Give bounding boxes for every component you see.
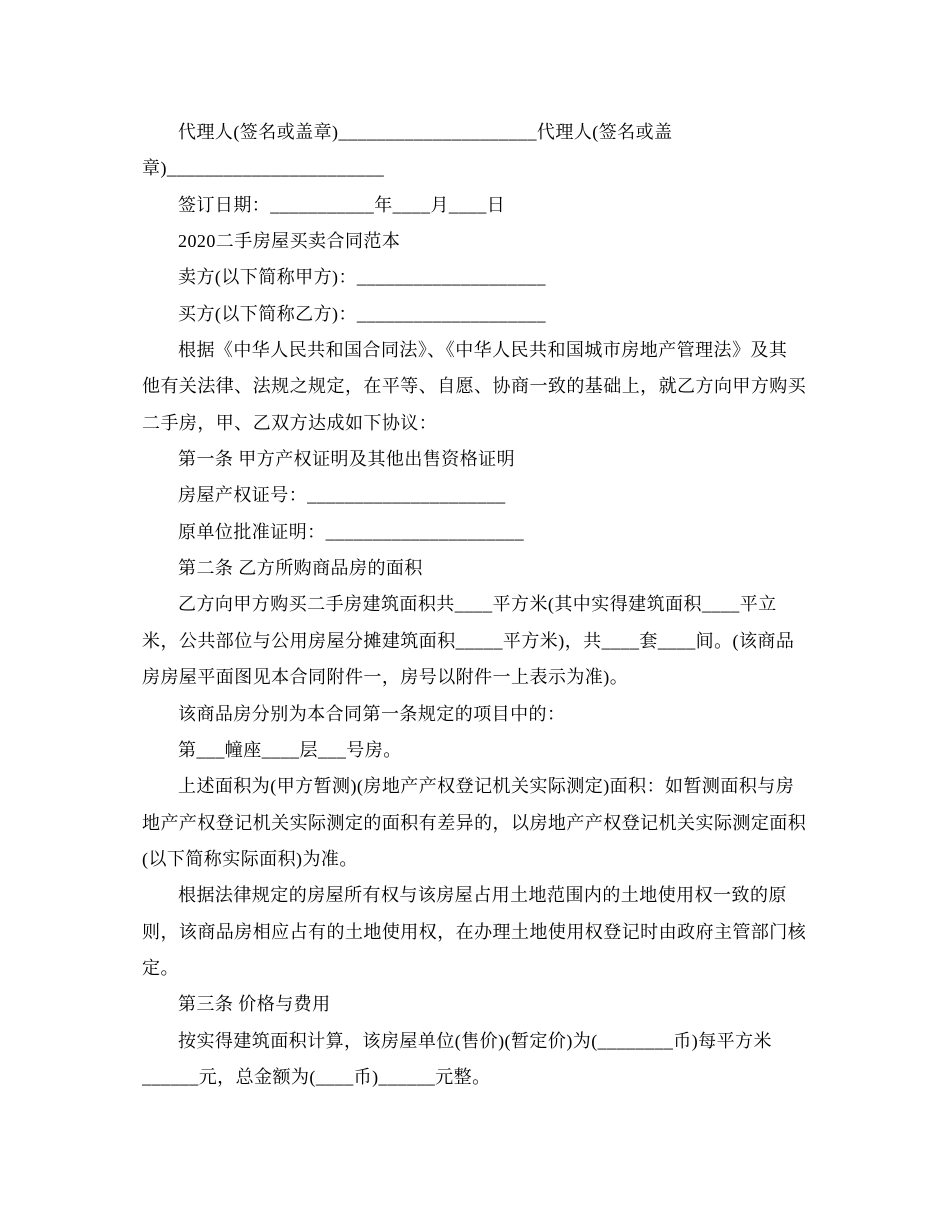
- land-use-line: 根据法律规定的房屋所有权与该房屋占用土地范围内的土地使用权一致的原: [178, 885, 787, 906]
- document-body: [142, 114, 842, 1095]
- article-1-heading: [142, 441, 842, 477]
- project-paragraph: [142, 696, 842, 732]
- price-paragraph: [142, 1023, 842, 1096]
- article-heading-line: 第三条 价格与费用: [178, 994, 331, 1015]
- area-line: 房房屋平面图见本合同附件一，房号以附件一上表示为准)。: [142, 667, 629, 688]
- agent-signature-line: 代理人(签名或盖章)_____________________代理人(签名或盖: [178, 122, 673, 142]
- area-paragraph: [142, 586, 842, 695]
- agent-signature-line: 章)_______________________: [142, 158, 385, 179]
- measurement-line: 上述面积为(甲方暂测)(房地产产权登记机关实际测定)面积：如暂测面积与房: [178, 776, 795, 797]
- signing-date-paragraph: [142, 187, 842, 223]
- approval-certificate-paragraph: [142, 514, 842, 550]
- price-line: ______元，总金额为(____币)______元整。: [142, 1066, 491, 1087]
- land-use-paragraph: [142, 877, 842, 986]
- article-heading-line: 第一条 甲方产权证明及其他出售资格证明: [178, 449, 516, 470]
- article-3-heading: [142, 986, 842, 1022]
- buyer-paragraph: [142, 296, 842, 332]
- article-2-heading: [142, 550, 842, 586]
- seller-line: 卖方(以下简称甲方)：____________________: [178, 267, 546, 288]
- contract-title: [142, 223, 842, 259]
- area-line: 乙方向甲方购买二手房建筑面积共____平方米(其中实得建筑面积____平立: [178, 594, 777, 615]
- land-use-line: 定。: [142, 957, 179, 978]
- land-use-line: 则，该商品房相应占有的土地使用权，在办理土地使用权登记时由政府主管部门核: [142, 921, 807, 942]
- measurement-line: 地产产权登记机关实际测定的面积有差异的，以房地产产权登记机关实际测定面积: [142, 812, 807, 833]
- measurement-line: (以下简称实际面积)为准。: [142, 848, 358, 869]
- unit-number-paragraph: [142, 732, 842, 768]
- measurement-paragraph: [142, 768, 842, 877]
- project-line: 该商品房分别为本合同第一条规定的项目中的：: [178, 703, 566, 724]
- price-line: 按实得建筑面积计算，该房屋单位(售价)(暂定价)为(________币)每平方米: [178, 1030, 772, 1051]
- preamble-paragraph: [142, 332, 842, 441]
- seller-paragraph: [142, 259, 842, 295]
- area-line: 米，公共部位与公用房屋分摊建筑面积_____平方米)，共____套____间。(该商品: [142, 630, 795, 651]
- preamble-line: 二手房，甲、乙双方达成如下协议：: [142, 412, 438, 433]
- agent-signature-paragraph: [142, 114, 842, 187]
- property-certificate-paragraph: [142, 477, 842, 513]
- signing-date-line: 签订日期：___________年____月____日: [178, 194, 506, 215]
- buyer-line: 买方(以下简称乙方)：____________________: [178, 303, 546, 324]
- approval-certificate-line: 原单位批准证明：_____________________: [178, 521, 525, 542]
- property-certificate-line: 房屋产权证号：_____________________: [178, 485, 506, 506]
- article-heading-line: 第二条 乙方所购商品房的面积: [178, 558, 423, 579]
- unit-number-line: 第___幢座____层___号房。: [178, 739, 402, 760]
- preamble-line: 他有关法律、法规之规定，在平等、自愿、协商一致的基础上，就乙方向甲方购买: [142, 376, 807, 397]
- contract-title-line: 2020二手房屋买卖合同范本: [178, 231, 401, 252]
- preamble-line: 根据《中华人民共和国合同法》、《中华人民共和国城市房地产管理法》及其: [178, 340, 788, 361]
